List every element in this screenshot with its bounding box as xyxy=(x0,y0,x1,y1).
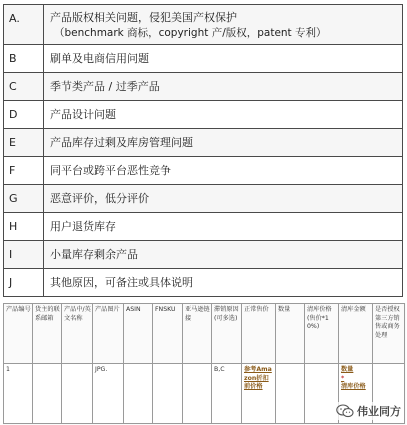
category-letter: I xyxy=(4,241,44,268)
cell-quantity xyxy=(276,364,305,424)
cell-owner-email xyxy=(33,364,62,424)
category-row-g xyxy=(3,185,403,213)
category-row-i xyxy=(3,241,403,269)
category-text: 产品设计问题 xyxy=(50,108,116,121)
cell-unsold-reason: B,C xyxy=(212,364,242,424)
category-letter: F xyxy=(4,157,44,184)
category-letter: C xyxy=(4,73,44,100)
header-fnsku: FNSKU xyxy=(153,304,183,364)
header-quantity: 数量 xyxy=(276,304,305,364)
header-unsold-reason: 滞销原因(可多选) xyxy=(212,304,242,364)
category-row-a xyxy=(3,5,403,45)
category-letter: E xyxy=(4,129,44,156)
cell-product-name xyxy=(62,364,93,424)
category-letter: D xyxy=(4,101,44,128)
category-letter: G xyxy=(4,185,44,212)
category-row-d xyxy=(3,101,403,129)
header-product-image: 产品图片 xyxy=(93,304,124,364)
category-text: 季节类产品 / 过季产品 xyxy=(50,80,160,93)
category-text: 恶意评价，低分评价 xyxy=(50,192,149,205)
category-row-b xyxy=(3,45,403,73)
category-text: 小量库存剩余产品 xyxy=(50,248,138,261)
category-text: 刷单及电商信用问题 xyxy=(50,52,149,65)
header-clearance-amount: 清库金额 xyxy=(339,304,373,364)
cell-product-image: JPG. xyxy=(93,364,124,424)
header-product-no: 产品编号 xyxy=(4,304,33,364)
header-asin: ASIN xyxy=(124,304,153,364)
header-third-party-auth: 是否授权第三方销售或商务处理 xyxy=(373,304,405,364)
cell-asin xyxy=(124,364,153,424)
header-normal-price: 正常售价 xyxy=(242,304,276,364)
category-row-e xyxy=(3,129,403,157)
cell-amazon-link xyxy=(183,364,212,424)
category-text: 产品库存过剩及库房管理问题 xyxy=(50,136,193,149)
header-owner-email: 货主的联系邮箱 xyxy=(33,304,62,364)
watermark xyxy=(334,402,403,420)
category-text: 用户退货库存 xyxy=(50,220,116,233)
cell-fnsku xyxy=(153,364,183,424)
amount-formula-qty: 数量 xyxy=(341,366,354,373)
header-product-name: 产品中/英文名称 xyxy=(62,304,93,364)
category-title: 产品版权相关问题，侵犯美国产权保护 xyxy=(50,11,237,24)
category-subtitle: （benchmark 商标，copyright 产/版权，patent 专利） xyxy=(54,27,327,39)
amount-formula-multiply: * xyxy=(341,374,345,382)
category-letter: A. xyxy=(4,5,44,44)
category-letter: B xyxy=(4,45,44,72)
category-row-h xyxy=(3,213,403,241)
category-text: 其他原因，可备注或具体说明 xyxy=(50,276,193,289)
category-list xyxy=(3,4,403,297)
category-row-c xyxy=(3,73,403,101)
header-clearance-price: 清库价格(售价*10%) xyxy=(305,304,339,364)
watermark-text: 伟业同方 xyxy=(357,405,401,418)
category-row-f xyxy=(3,157,403,185)
cell-product-no: 1 xyxy=(4,364,33,424)
category-text xyxy=(44,5,402,44)
amount-formula-price: 清库价格 xyxy=(341,383,366,391)
category-letter: H xyxy=(4,213,44,240)
amount-formula-link[interactable] xyxy=(341,366,366,390)
cell-normal-price xyxy=(242,364,276,424)
category-row-j xyxy=(3,269,403,297)
header-amazon-link: 亚马逊链接 xyxy=(183,304,212,364)
wechat-icon xyxy=(336,404,354,418)
table-header-row xyxy=(4,304,405,364)
category-text: 同平台或跨平台恶性竞争 xyxy=(50,164,171,177)
price-reference-link[interactable]: 参考Amazon折扣前价格 xyxy=(244,366,272,391)
category-letter: J xyxy=(4,269,44,296)
